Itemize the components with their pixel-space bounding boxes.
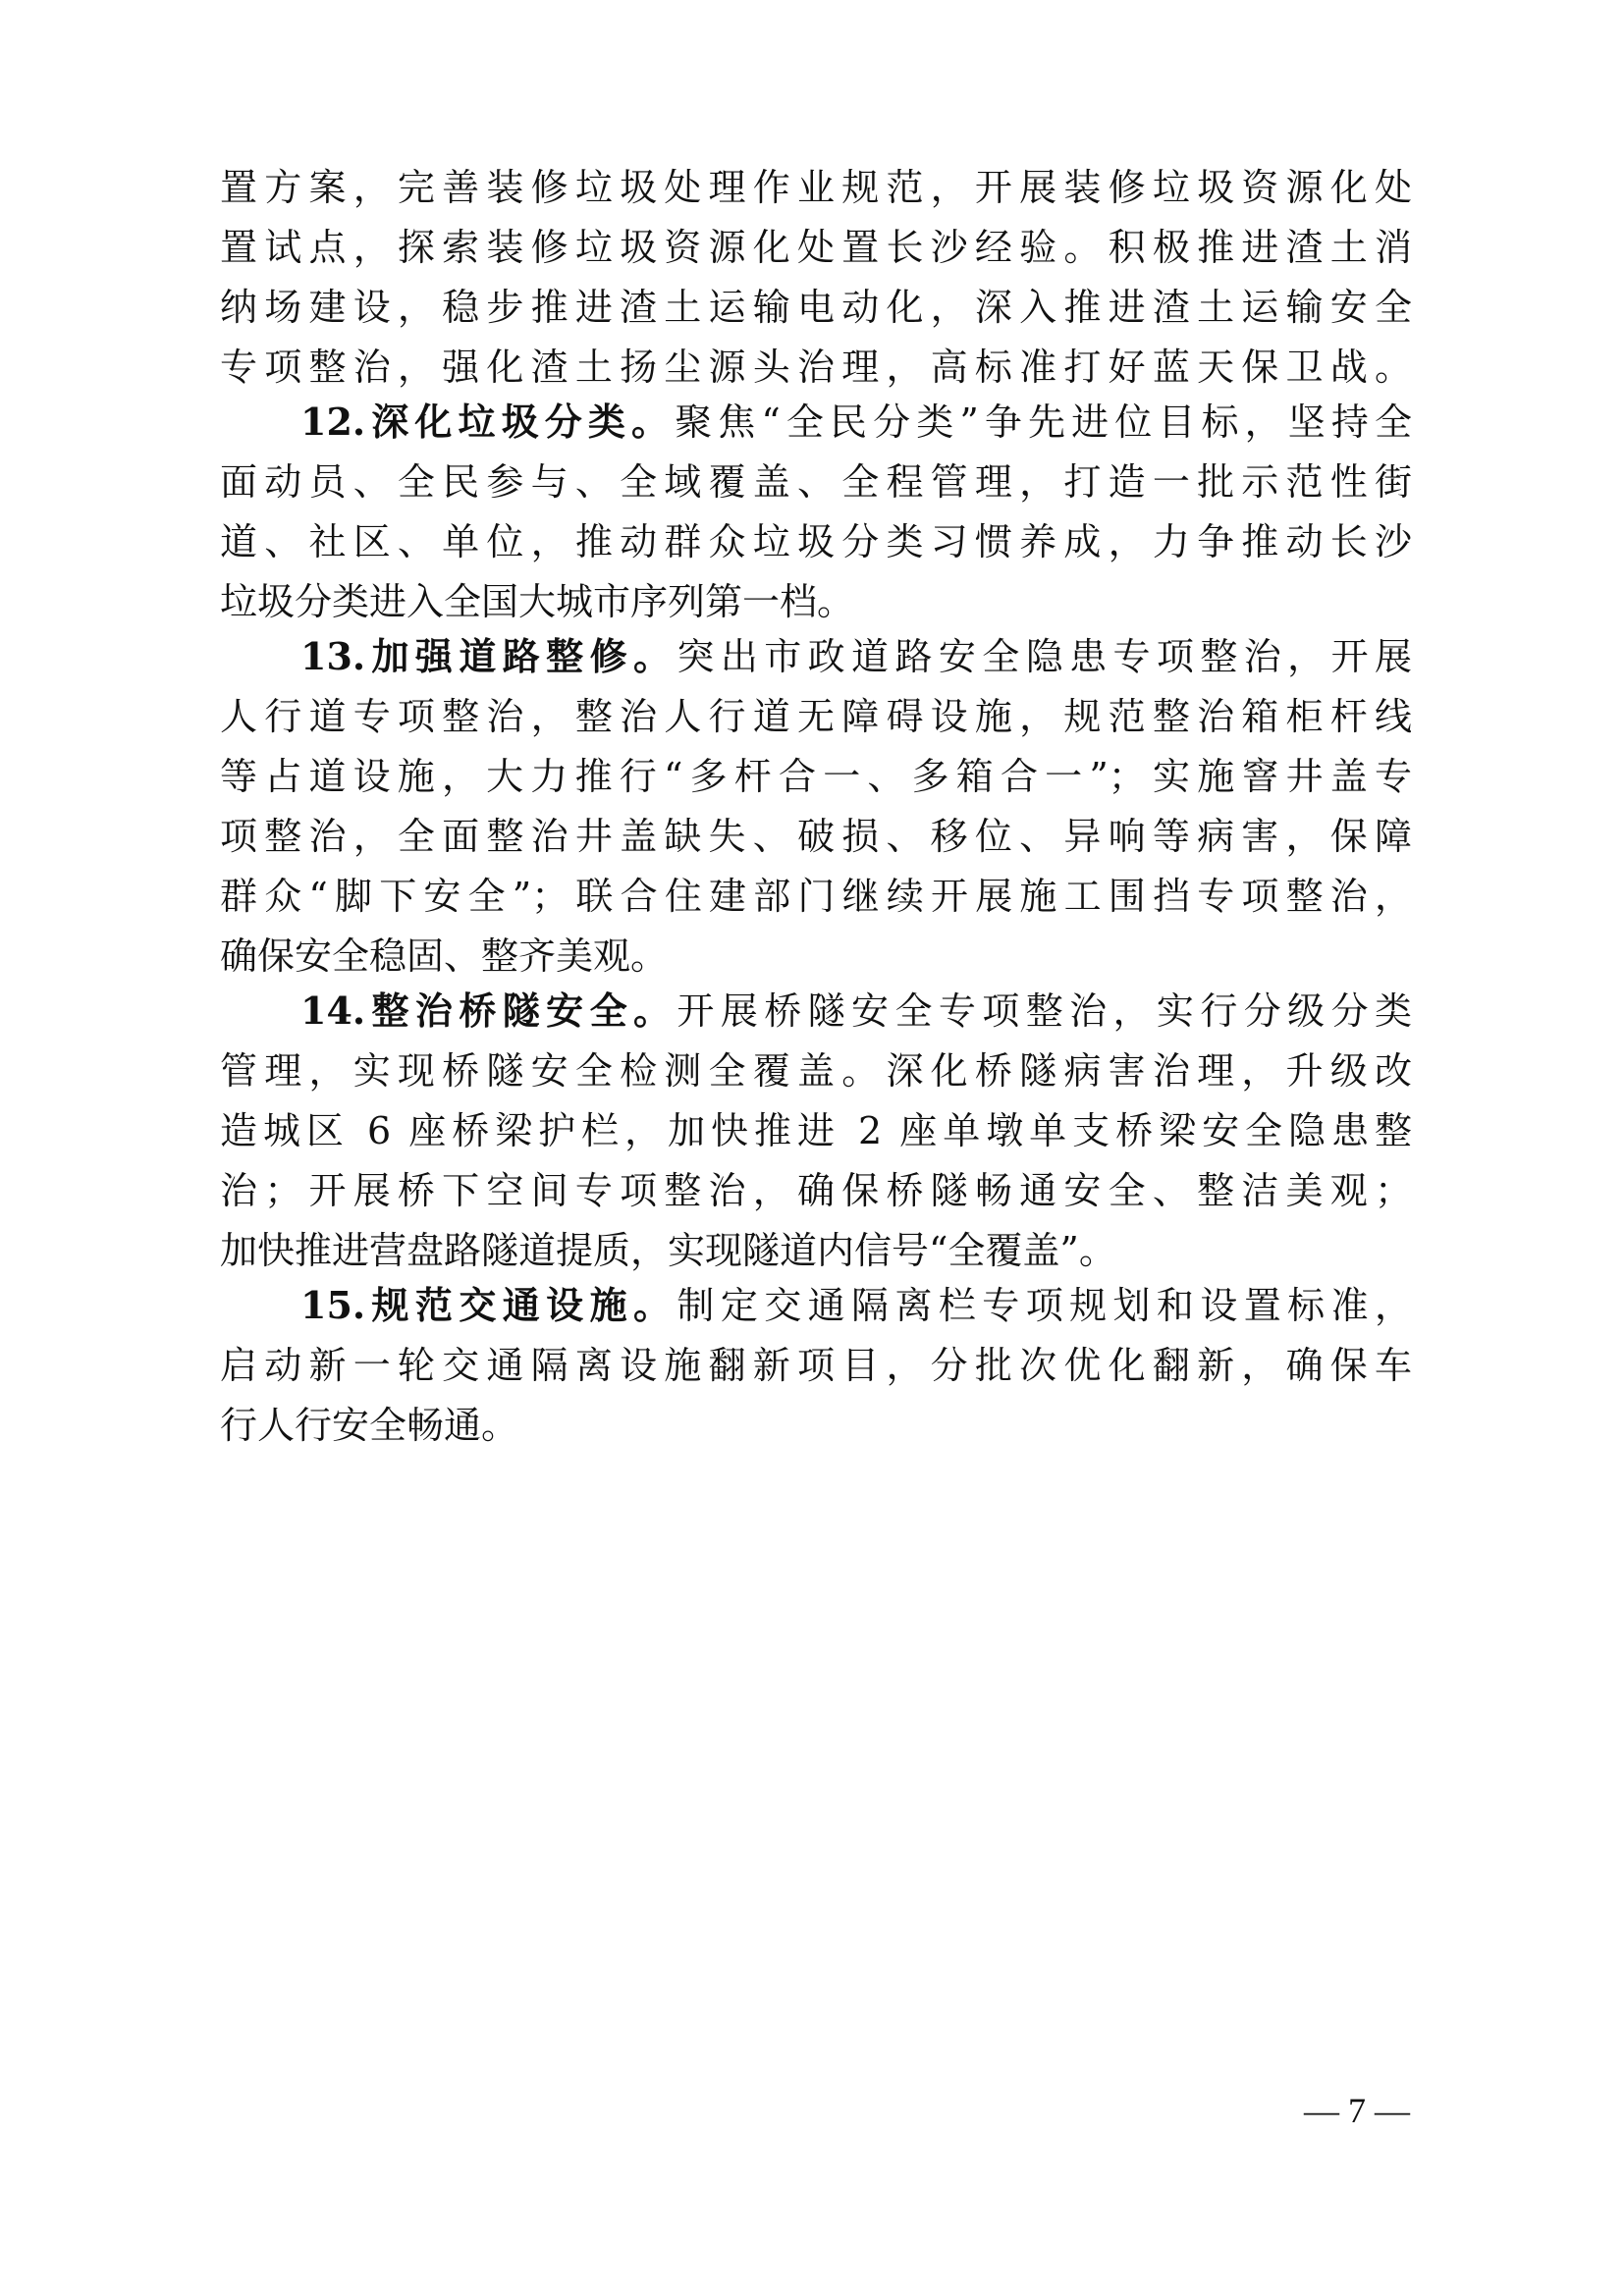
section-heading: 15.规范交通设施。 (300, 1283, 677, 1327)
text-line: 面动员、全民参与、全域覆盖、全程管理，打造一批示范性街 (220, 460, 1412, 504)
section-heading: 13.加强道路整修。 (300, 634, 677, 678)
text-span: 突出市政道路安全隐患专项整治，开展 (677, 635, 1412, 678)
page-number: — 7 — (1304, 2091, 1410, 2130)
text-span: 开展桥隧安全专项整治，实行分级分类 (677, 989, 1412, 1033)
text-line: 人行道专项整治，整治人行道无障碍设施，规范整治箱柜杆线 (220, 695, 1412, 738)
paragraph-first-line (300, 1281, 1412, 1330)
section-heading: 12.深化垃圾分类。 (300, 400, 676, 444)
section-heading: 14.整治桥隧安全。 (300, 988, 677, 1033)
paragraph-first-line (300, 987, 1412, 1036)
paragraph-first-line (300, 632, 1412, 681)
text-line: 造城区 6 座桥梁护栏，加快推进 2 座单墩单支桥梁安全隐患整 (220, 1109, 1412, 1152)
paragraph-first-line (300, 398, 1412, 447)
text-line: 垃圾分类进入全国大城市序列第一档。 (220, 580, 855, 623)
text-line: 行人行安全畅通。 (220, 1404, 519, 1447)
text-line: 置方案，完善装修垃圾处理作业规范，开展装修垃圾资源化处 (220, 166, 1412, 209)
text-line: 等占道设施，大力推行“多杆合一、多箱合一”；实施窨井盖专 (220, 755, 1412, 798)
text-line: 启动新一轮交通隔离设施翻新项目，分批次优化翻新，确保车 (220, 1344, 1412, 1387)
text-line: 管理，实现桥隧安全检测全覆盖。深化桥隧病害治理，升级改 (220, 1049, 1412, 1093)
text-line: 加快推进营盘路隧道提质，实现隧道内信号“全覆盖”。 (220, 1229, 1116, 1272)
text-line: 确保安全稳固、整齐美观。 (220, 934, 669, 978)
text-line: 专项整治，强化渣土扬尘源头治理，高标准打好蓝天保卫战。 (220, 346, 1412, 389)
text-line: 项整治，全面整治井盖缺失、破损、移位、异响等病害，保障 (220, 815, 1412, 858)
text-span: 制定交通隔离栏专项规划和设置标准， (677, 1284, 1412, 1327)
text-span: 聚焦“全民分类”争先进位目标，坚持全 (675, 400, 1412, 444)
text-line: 置试点，探索装修垃圾资源化处置长沙经验。积极推进渣土消 (220, 226, 1412, 269)
text-line: 道、社区、单位，推动群众垃圾分类习惯养成，力争推动长沙 (220, 520, 1412, 563)
text-line: 治；开展桥下空间专项整治，确保桥隧畅通安全、整洁美观； (220, 1169, 1412, 1212)
text-line: 纳场建设，稳步推进渣土运输电动化，深入推进渣土运输安全 (220, 286, 1412, 329)
text-line: 群众“脚下安全”；联合住建部门继续开展施工围挡专项整治， (220, 875, 1412, 918)
